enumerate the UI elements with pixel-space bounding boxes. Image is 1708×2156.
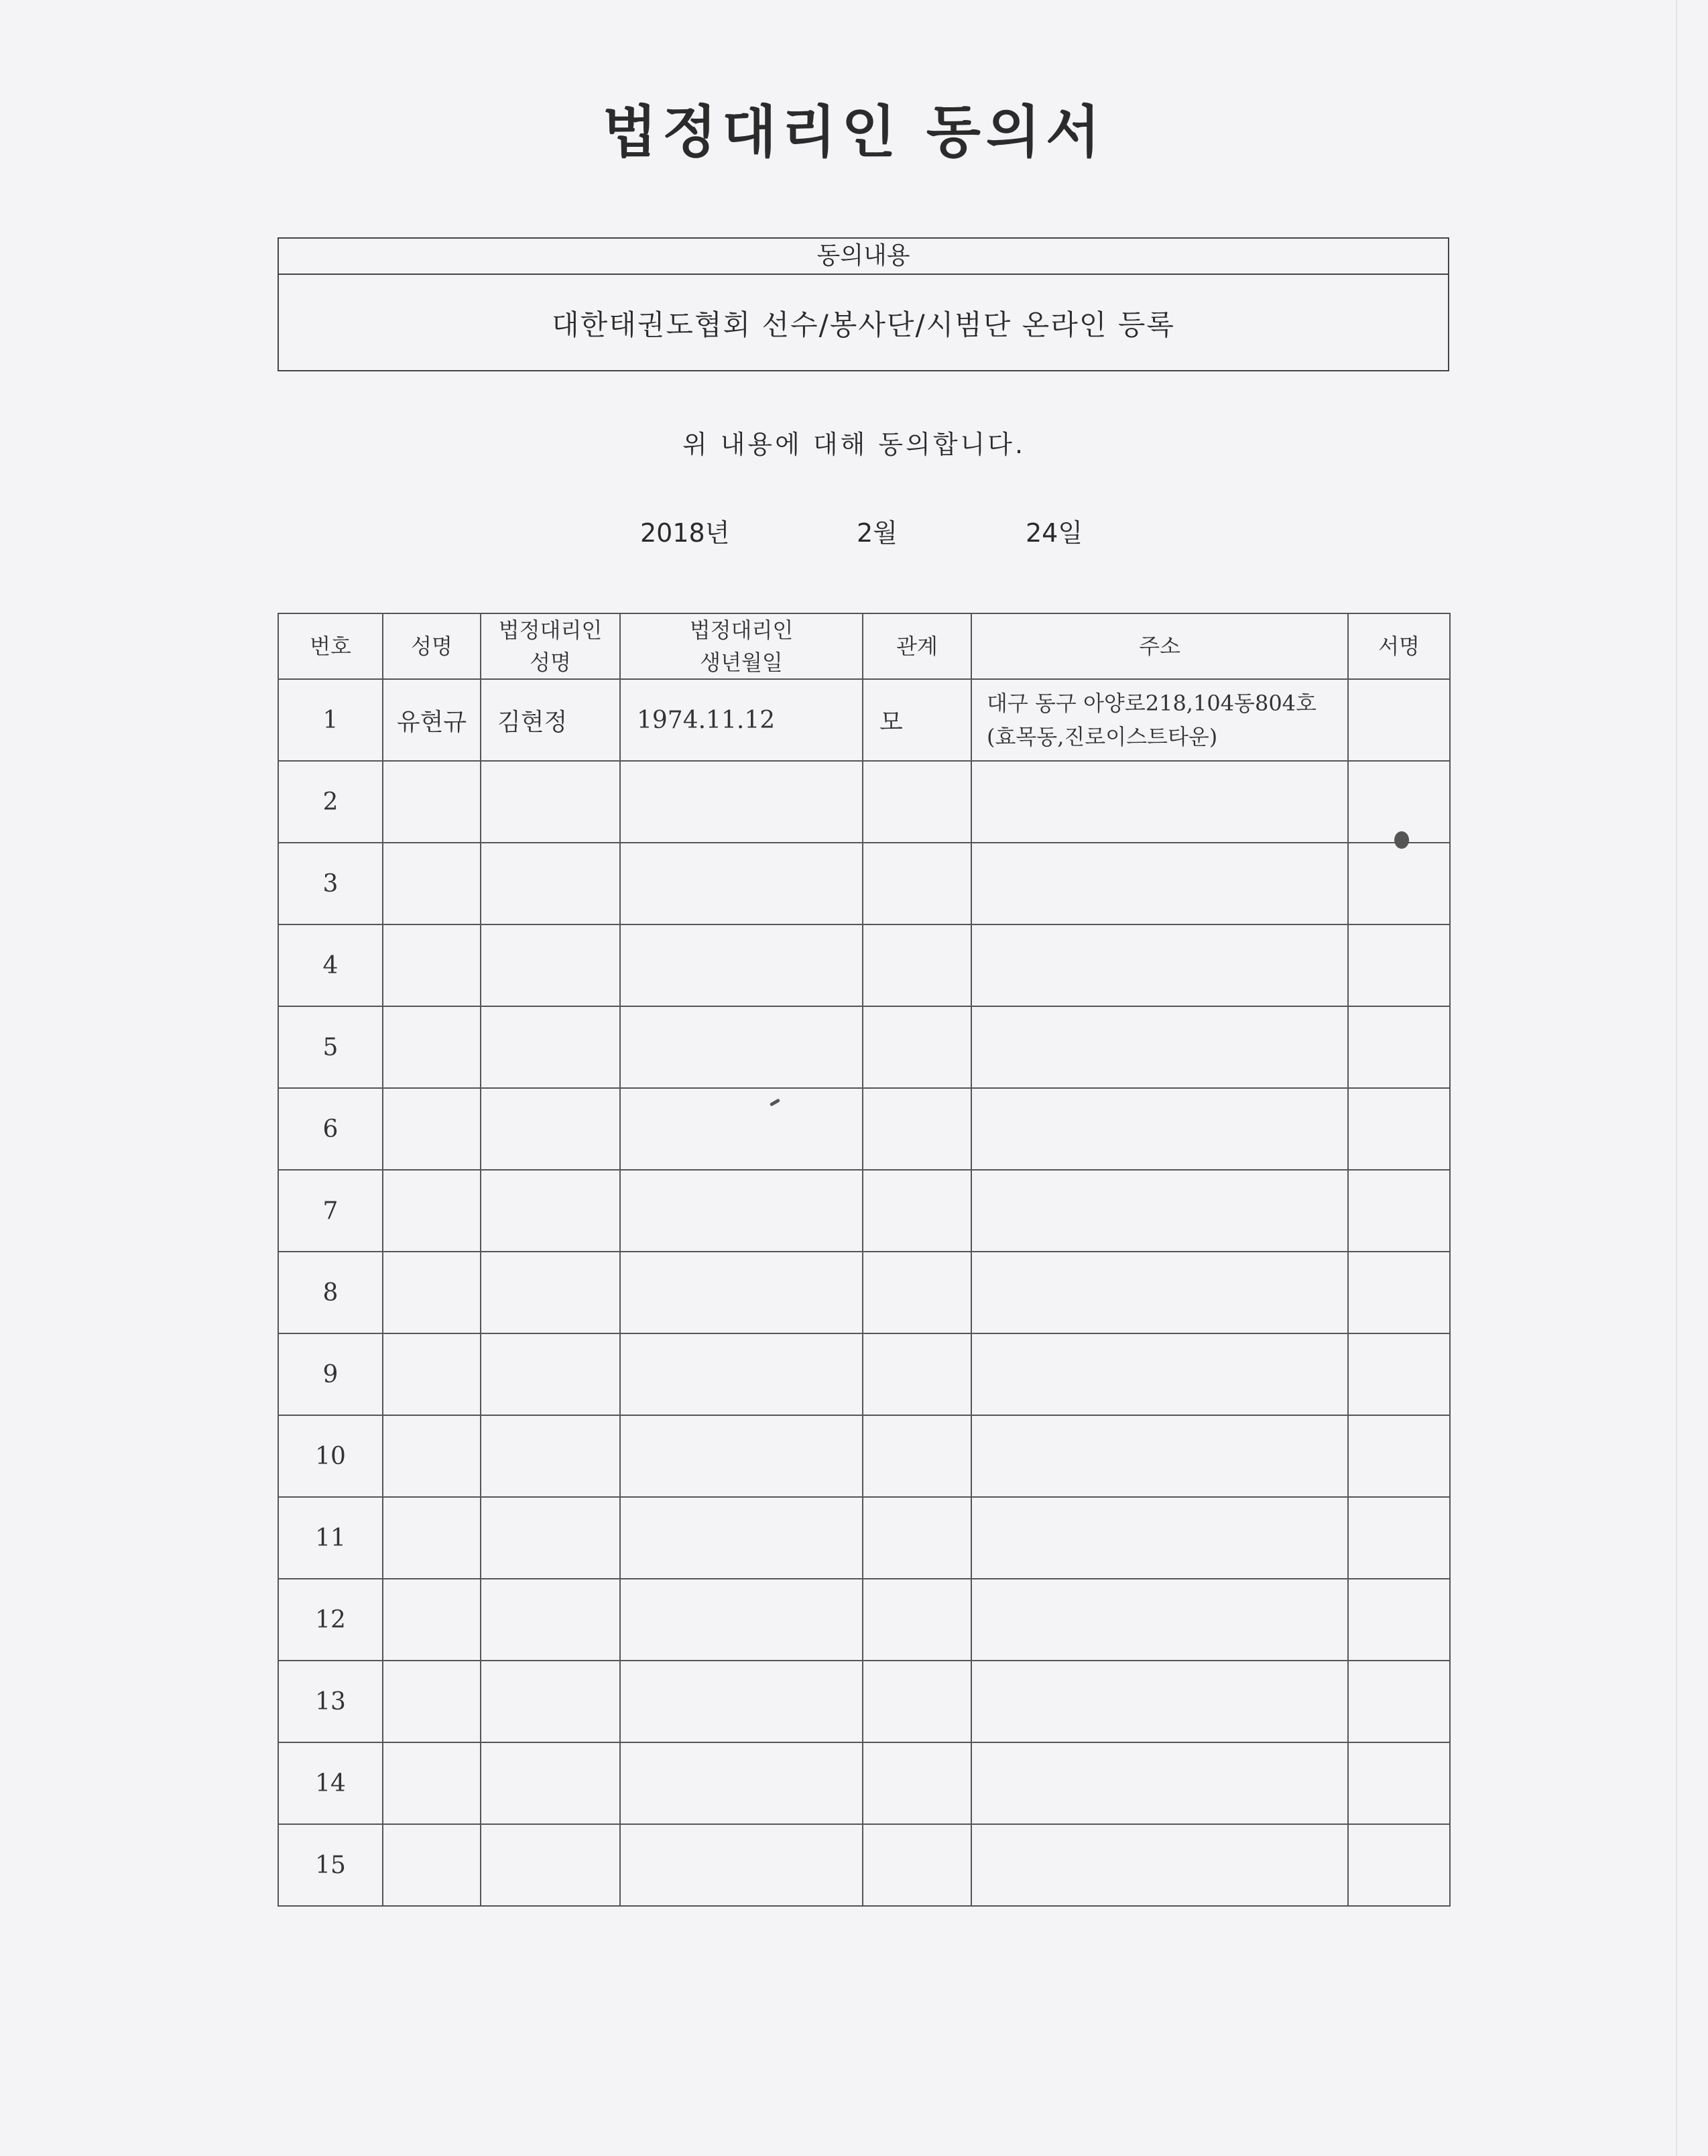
table-row [278, 1497, 1450, 1579]
cell-number: 5 [278, 1006, 383, 1088]
scan-speck [1394, 831, 1409, 849]
cell-number: 9 [278, 1333, 383, 1415]
cell-guardian-name [481, 1006, 620, 1088]
cell-number: 11 [278, 1497, 383, 1579]
cell-address [971, 1497, 1348, 1579]
header-name: 성명 [383, 613, 481, 679]
table-row [278, 1579, 1450, 1661]
cell-guardian-birthdate [620, 843, 863, 924]
cell-guardian-name [481, 1170, 620, 1252]
cell-number: 10 [278, 1415, 383, 1497]
cell-guardian-name [481, 1415, 620, 1497]
cell-number: 8 [278, 1252, 383, 1333]
cell-name [383, 1333, 481, 1415]
guardian-consent-table [278, 613, 1451, 1907]
cell-name [383, 1006, 481, 1088]
cell-name [383, 1579, 481, 1661]
cell-guardian-birthdate [620, 1824, 863, 1906]
cell-number: 1 [278, 679, 383, 761]
cell-relation [863, 1252, 971, 1333]
cell-guardian-name [481, 924, 620, 1006]
cell-relation [863, 1824, 971, 1906]
cell-guardian-name [481, 1824, 620, 1906]
cell-address [971, 1333, 1348, 1415]
table-row [278, 1088, 1450, 1170]
cell-number: 2 [278, 761, 383, 843]
cell-signature [1348, 1170, 1450, 1252]
cell-relation [863, 924, 971, 1006]
date-year: 2018년 [640, 518, 730, 548]
cell-guardian-name: 김현정 [481, 679, 620, 761]
date-day: 24일 [1026, 518, 1083, 548]
cell-signature [1348, 1333, 1450, 1415]
cell-address [971, 1742, 1348, 1824]
consent-content-box [278, 237, 1449, 371]
cell-address [971, 679, 1348, 761]
cell-address [971, 924, 1348, 1006]
cell-number: 6 [278, 1088, 383, 1170]
cell-relation [863, 843, 971, 924]
cell-number: 13 [278, 1661, 383, 1742]
cell-signature [1348, 761, 1450, 843]
page-edge-line [1676, 0, 1677, 2156]
cell-number: 7 [278, 1170, 383, 1252]
cell-address [971, 1415, 1348, 1497]
cell-guardian-name [481, 761, 620, 843]
cell-relation: 모 [863, 679, 971, 761]
cell-guardian-birthdate [620, 924, 863, 1006]
cell-guardian-birthdate [620, 1088, 863, 1170]
header-address: 주소 [971, 613, 1348, 679]
date-month: 2월 [857, 518, 898, 548]
cell-signature [1348, 1742, 1450, 1824]
table-row [278, 843, 1450, 924]
cell-address [971, 1006, 1348, 1088]
cell-guardian-name [481, 1579, 620, 1661]
table-row [278, 1006, 1450, 1088]
cell-relation [863, 1415, 971, 1497]
cell-guardian-name [481, 1497, 620, 1579]
cell-guardian-birthdate [620, 1006, 863, 1088]
cell-signature [1348, 1006, 1450, 1088]
cell-address [971, 1824, 1348, 1906]
cell-name [383, 1088, 481, 1170]
address-line: 대구 동구 아양로218,104동804호 [987, 691, 1317, 716]
cell-name [383, 1661, 481, 1742]
cell-name [383, 1170, 481, 1252]
cell-relation [863, 1333, 971, 1415]
table-row [278, 1252, 1450, 1333]
header-guardian-name: 법정대리인 성명 [481, 613, 620, 679]
table-body [278, 679, 1450, 1906]
cell-address [971, 1088, 1348, 1170]
cell-signature [1348, 1088, 1450, 1170]
cell-name: 유현규 [383, 679, 481, 761]
consent-content-text: 대한태권도협회 선수/봉사단/시범단 온라인 등록 [552, 308, 1175, 341]
cell-signature [1348, 1824, 1450, 1906]
cell-guardian-birthdate [620, 1742, 863, 1824]
cell-signature [1348, 1415, 1450, 1497]
cell-signature [1348, 1579, 1450, 1661]
cell-relation [863, 1170, 971, 1252]
cell-guardian-birthdate [620, 1661, 863, 1742]
cell-address [971, 1661, 1348, 1742]
table-row [278, 1415, 1450, 1497]
table-row [278, 924, 1450, 1006]
cell-name [383, 924, 481, 1006]
cell-signature [1348, 1497, 1450, 1579]
cell-relation [863, 761, 971, 843]
header-signature: 서명 [1348, 613, 1450, 679]
cell-signature [1348, 679, 1450, 761]
cell-address [971, 843, 1348, 924]
cell-guardian-name [481, 1252, 620, 1333]
document-title: 법정대리인 동의서 [602, 99, 1106, 165]
cell-guardian-name [481, 1742, 620, 1824]
cell-guardian-birthdate [620, 1497, 863, 1579]
table-row [278, 679, 1450, 761]
cell-guardian-name [481, 843, 620, 924]
cell-relation [863, 1742, 971, 1824]
cell-relation [863, 1088, 971, 1170]
consent-content-header: 동의내용 [279, 239, 1448, 275]
agreement-statement: 위 내용에 대해 동의합니다. [682, 430, 1026, 459]
cell-name [383, 1252, 481, 1333]
cell-name [383, 761, 481, 843]
header-number: 번호 [278, 613, 383, 679]
cell-signature [1348, 843, 1450, 924]
cell-address [971, 1170, 1348, 1252]
cell-address [971, 1252, 1348, 1333]
cell-name [383, 1742, 481, 1824]
cell-guardian-birthdate [620, 1415, 863, 1497]
cell-relation [863, 1006, 971, 1088]
table-row [278, 1661, 1450, 1742]
cell-guardian-birthdate [620, 1170, 863, 1252]
cell-address [971, 1579, 1348, 1661]
table-header-row [278, 613, 1450, 679]
cell-signature [1348, 1252, 1450, 1333]
header-relation: 관계 [863, 613, 971, 679]
table-row [278, 1824, 1450, 1906]
cell-relation [863, 1497, 971, 1579]
header-guardian-birthdate: 법정대리인 생년월일 [620, 613, 863, 679]
cell-number: 12 [278, 1579, 383, 1661]
cell-guardian-birthdate [620, 1252, 863, 1333]
cell-signature [1348, 924, 1450, 1006]
cell-name [383, 843, 481, 924]
cell-guardian-birthdate [620, 1579, 863, 1661]
cell-name [383, 1824, 481, 1906]
cell-name [383, 1497, 481, 1579]
cell-guardian-birthdate: 1974.11.12 [620, 679, 863, 761]
cell-signature [1348, 1661, 1450, 1742]
cell-guardian-name [481, 1661, 620, 1742]
cell-address [971, 761, 1348, 843]
cell-guardian-birthdate [620, 761, 863, 843]
cell-number: 4 [278, 924, 383, 1006]
cell-relation [863, 1579, 971, 1661]
cell-guardian-name [481, 1088, 620, 1170]
cell-number: 3 [278, 843, 383, 924]
cell-guardian-name [481, 1333, 620, 1415]
table-row [278, 1742, 1450, 1824]
cell-number: 14 [278, 1742, 383, 1824]
cell-relation [863, 1661, 971, 1742]
cell-name [383, 1415, 481, 1497]
table-row [278, 761, 1450, 843]
address-line: (효목동,진로이스트타운) [987, 724, 1218, 750]
cell-number: 15 [278, 1824, 383, 1906]
table-row [278, 1333, 1450, 1415]
cell-guardian-birthdate [620, 1333, 863, 1415]
table-row [278, 1170, 1450, 1252]
